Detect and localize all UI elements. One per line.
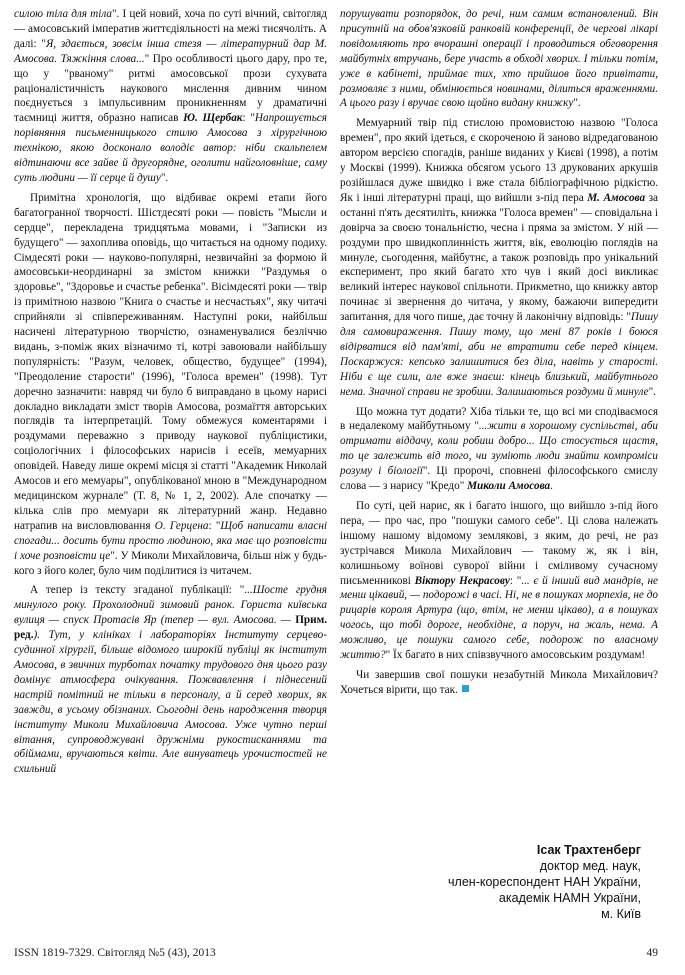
left-column-paragraph: [14, 191, 327, 579]
left-column-paragraph: [14, 583, 327, 777]
author-title-line-3: академік НАМН України,: [498, 891, 641, 905]
text-run: М. Амосова: [587, 191, 646, 204]
text-run: ".: [648, 385, 656, 398]
text-run: ". Ці пророчі, сповнені філософського смислу слова — з нарису "Кредо": [340, 465, 659, 493]
text-run: порушувати розпорядок, до речі, ним самим встановлений. Він присутній на обов'язковій ранковій конференції, де чергові лікарі повідомляють про вчорашні операції і проводиться обговорення майбутніх втручань, бере участь в обході хворих. І тільки потім, уже в кабінеті, приймає тих, хто прийшов його привітати, розмовляє з ними, обмінюється новинами, ділиться враженнями. А цього разу і вручає свою щойно видану книжку: [340, 8, 658, 110]
article-column-right: [340, 7, 658, 698]
text-run: ".: [573, 97, 581, 110]
text-run: О. Герцена: [154, 519, 209, 532]
journal-issn-footer: ISSN 1819-7329. Світогляд №5 (43), 2013: [14, 947, 216, 959]
author-signature-block: [448, 842, 641, 922]
text-run: Ю. Щербак: [183, 112, 243, 125]
text-run: По суті, цей нарис, як і багато іншого, що вийшло з-під його пера, — про час, про "пошуки самого себе". Ці слова належать іншому нашому відомому землякові, з яким, до речі, не раз зустрічався Микола Михайлович — такому ж, як і він, колишньому воїнові суворої війни і сміливому сучасному письменникові: [340, 500, 658, 587]
text-run: Миколи Амосова: [467, 480, 551, 493]
text-run: ...жити в хорошому суспільстві, аби отримати віддачу, коли робиш добро... Що стосується щастя, то це залежить від того, чи зуміють люди знайти компроміси розуму і біології: [340, 420, 658, 478]
text-run: " Їх багато в них співзвучного амосовським роздумам!: [385, 649, 646, 662]
text-run: Пишу для самовираження. Пишу тому, що мені 87 років і боюся відірватися від пам'яті, аби не втратити себе перед кінцем. Поскаржуся: кепсько залишитися без діла, навіть у старості. Ніби є ще сили, але вже знаєш: кінець близький, майбутнього нема. Значної справи не зробиш. Залишаються роздуми й минуле: [340, 311, 658, 398]
right-column-paragraph: [340, 7, 658, 111]
right-column-paragraph: [340, 668, 658, 698]
text-run: : ": [509, 574, 522, 587]
text-run: " Про особливості цього дару, про те, що у "рваному" ритмі амосовської прози сухувата раціоналістичність наукового мислення дивним чином поєднується з імпульсивним проникненням у драматичні таємниці життя, образно написав: [14, 52, 328, 125]
text-run: : ": [242, 112, 255, 125]
text-run: Чи завершив свої пошуки незабутній Микола Михайлович? Хочеться вірити, що так.: [340, 668, 658, 696]
text-run: ". У Миколи Михайловича, більш ніж у будь-кого з його колег, було чим поділитися із читачем.: [14, 549, 327, 577]
author-title-line-1: доктор мед. наук,: [539, 859, 641, 873]
article-column-left: [14, 7, 327, 777]
text-run: ". І цей новий, хоча по суті вічний, світогляд — амосовський імператив життєдіяльності на межі тисячоліть. А далі: ": [14, 8, 328, 50]
text-run: ). Тут, у клініках і лабораторіях Інституту серцево-судинної хірургії, більше відомого широкій публіці як інститут Амосова, в звичних турботах початку трудового дня цього разу домінує атмосфера очікування. Пожвавлення і піднесений настрій помітний не тільки в персоналу, а й серед хворих, як завжди, в усьому обізнаних. Сьогодні день народження творця інституту Миколи Михайловича Амосова. Уже чутно перші вітання, супроводжувані дружніми рукостисканнями та обіймами, вручаються квіти. Але винуватець урочистостей не схильний: [14, 629, 327, 776]
end-of-article-mark-icon: [462, 685, 469, 692]
author-title-line-2: член-кореспондент НАН України,: [448, 875, 641, 889]
author-location: м. Київ: [601, 907, 641, 921]
text-run: силою тіла для тіла: [14, 8, 112, 20]
text-run: Віктору Некрасову: [414, 574, 510, 587]
text-run: Щоб написати власні спогади... досить бути просто людиною, яка має що розповісти і хоче розповісти це: [14, 519, 327, 562]
text-run: ...Шосте грудня минулого року. Прохолодний зимовий ранок. Гориста київська вулиця — спуск Протасів Яр (тепер — вул. Амосова. —: [14, 584, 327, 627]
right-column-paragraph: [340, 499, 658, 663]
text-run: Прим. ред.: [14, 614, 327, 642]
text-run: за останні п'ять десятиліть, книжка "Голоса времен" — сповідальна і довірча за своєю тональністю, чесна і пряма за змістом. У ній — роздуми про швидкоплинність життя, вік, еволюцію поглядів на минуле, сьогодення, майбутнє, а також розповідь про унікальний експеримент, про який багато хто чув і який досі викликає великий інтерес наукової спільноти. Прикметно, що книжку автор починає зі звернення до читача, у якому, бажаючи випередити запитання, для чого пише, дає точну й лаконічну відповідь: ": [340, 191, 659, 324]
text-run: ... є й інший вид мандрів, не менш цікавий, — подорожі в часі. Ні, не в пошуках морпехів, не до рицарів короля Артура (що, втім, не менш цікаво), а в пошуках чогось, що тобі дороге, необхідне, а поруч, на жаль, нема. А можливо, це пошуки самого себе, подорож по власному життю?: [340, 574, 658, 662]
author-name: Ісак Трахтенберг: [536, 843, 641, 857]
text-run: .: [550, 480, 553, 493]
text-run: : ": [208, 519, 221, 532]
page-number: 49: [646, 947, 658, 959]
text-run: ".: [160, 171, 169, 184]
right-column-paragraph: [340, 405, 658, 494]
text-run: Мемуарний твір під стислою промовистою назвою "Голоса времен", про який ідеться, є скороченою й заново відредагованою автором версією спогадів, раніше виданих у Києві (1998), а потім у Москві (1999). Книжка обсягом усього 13 друкованих аркушів розійшлася дуже швидко і вже стала бібліографічною рідкістю. Як і інші літературні праці, що вийшли з-під пера: [340, 117, 658, 204]
text-run: Я, здається, зовсім інша стезя — літературний дар М. Амосова. Тяжкіння слова...: [14, 37, 327, 65]
text-run: А тепер із тексту згаданої публікації: ": [30, 584, 245, 597]
left-column-paragraph: [14, 7, 327, 186]
text-run: Що можна тут додати? Хіба тільки те, що всі ми сподіваємося в недалекому майбутньому ": [340, 405, 658, 433]
text-run: Примітна хронологія, що відбиває окремі етапи його багатогранної творчості. Шістдесяті роки — повість "Мысли и сердце", перекладена тридцятьма мовами, і "Записки из будущего" — захоплива оповідь, що читається на одному подиху. Сімдесяті роки — науково-популярні, незвичайні за формою й амосовськи-неординарні за змістом книжки "Раздумья о здоровье", "Здоровье и счастье ребенка". Вісімдесяті роки — твір із примітною назвою "Книга о счастье и несчастьях", яку читачі сприйняли зі співпереживанням. Наступні роки, найбільш насичені літературною творчістю, ознаменувалися безліччю видань, з-поміж яких візначимо ті, котрі завоювали найбільшу популярність: "Разум, человек, общество, будущее" (1994), "Преодоление старости" (1996), "Голоса времен" (1998). Тут доречно зазначити: навряд чи було б виправдано в цьому нарисі докладно викладати зміст творів Амосова, розмаїття авторських поглядів та інтерпретацій. Тому обмежуся коментарями і роздумами переважно з приводу наукової публіцистики, соціологічних і філософських нарисів і есеїв, мемуарних оповідей. Наведу лише окремі місця зі статті "Академик Николай Амосов и его мемуары", опублікованої мною в "Международном медицинском журнале" (Т. 8, № 1, 2, 2002). Але спочатку — кілька слів про мемуари як літературний жанр. Недавно натрапив на висловлювання: [14, 191, 327, 532]
right-column-paragraph: [340, 116, 658, 399]
text-run: Напрошується порівняння письменницького стилю Амосова з хірургічною технікою, якою досконало володіє автор: ніби скальпелем відтинаючи все зайве й другорядне, оголити найголовніше, саму суть людини — її серце й душу: [14, 112, 327, 184]
